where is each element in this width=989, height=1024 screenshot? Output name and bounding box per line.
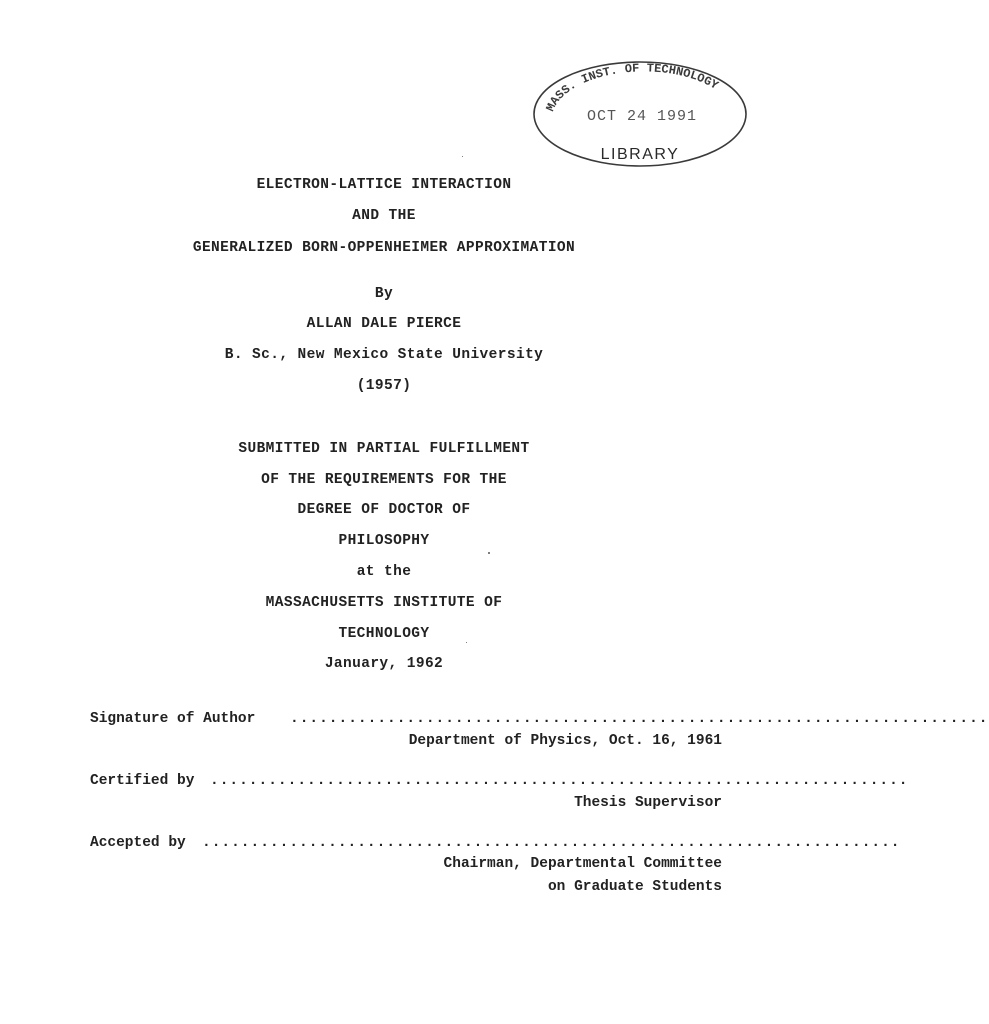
submission-line-2: OF THE REQUIREMENTS FOR THE — [261, 472, 507, 488]
certified-signature-dots: ........................................................................ — [210, 773, 909, 789]
certified-signature-label: Certified by — [90, 773, 195, 789]
accepted-signature-caption-1: Chairman, Departmental Committee — [443, 856, 722, 872]
submission-line-4: PHILOSOPHY — [338, 533, 430, 549]
stamp-date: OCT 24 1991 — [586, 108, 698, 125]
scan-speck — [488, 552, 490, 554]
accepted-signature-line — [90, 835, 901, 855]
title-line-1: ELECTRON-LATTICE INTERACTION — [256, 177, 512, 193]
scan-speck — [462, 156, 463, 157]
submission-line-6: MASSACHUSETTS INSTITUTE OF — [265, 595, 503, 611]
submission-line-7: TECHNOLOGY — [338, 626, 430, 642]
certified-signature-line — [90, 773, 909, 793]
submission-line-3: DEGREE OF DOCTOR OF — [297, 502, 471, 518]
submission-line-1: SUBMITTED IN PARTIAL FULFILLMENT — [238, 441, 530, 457]
title-line-2: AND THE — [352, 208, 416, 224]
author-signature-dots: ........................................................................ — [290, 711, 989, 727]
submission-line-5: at the — [356, 564, 412, 580]
by-label: By — [374, 286, 394, 302]
author-name: ALLAN DALE PIERCE — [306, 316, 462, 332]
accepted-signature-dots: ........................................................................ — [202, 835, 901, 851]
certified-signature-caption: Thesis Supervisor — [574, 795, 722, 811]
scan-speck — [466, 642, 467, 643]
author-signature-caption: Department of Physics, Oct. 16, 1961 — [408, 733, 722, 749]
stamp-ring-text: MASS. INST. OF TECHNOLOGY — [543, 61, 721, 114]
accepted-signature-label: Accepted by — [90, 835, 186, 851]
author-signature-label: Signature of Author — [90, 711, 256, 727]
author-degree: B. Sc., New Mexico State University — [224, 347, 544, 363]
accepted-signature-caption-2: on Graduate Students — [547, 879, 722, 895]
degree-year: (1957) — [356, 378, 412, 394]
stamp-library: LIBRARY — [600, 146, 680, 163]
submission-date: January, 1962 — [324, 656, 444, 672]
author-signature-line — [90, 711, 989, 731]
title-line-3: GENERALIZED BORN-OPPENHEIMER APPROXIMATION — [192, 240, 576, 256]
library-stamp — [530, 58, 750, 170]
